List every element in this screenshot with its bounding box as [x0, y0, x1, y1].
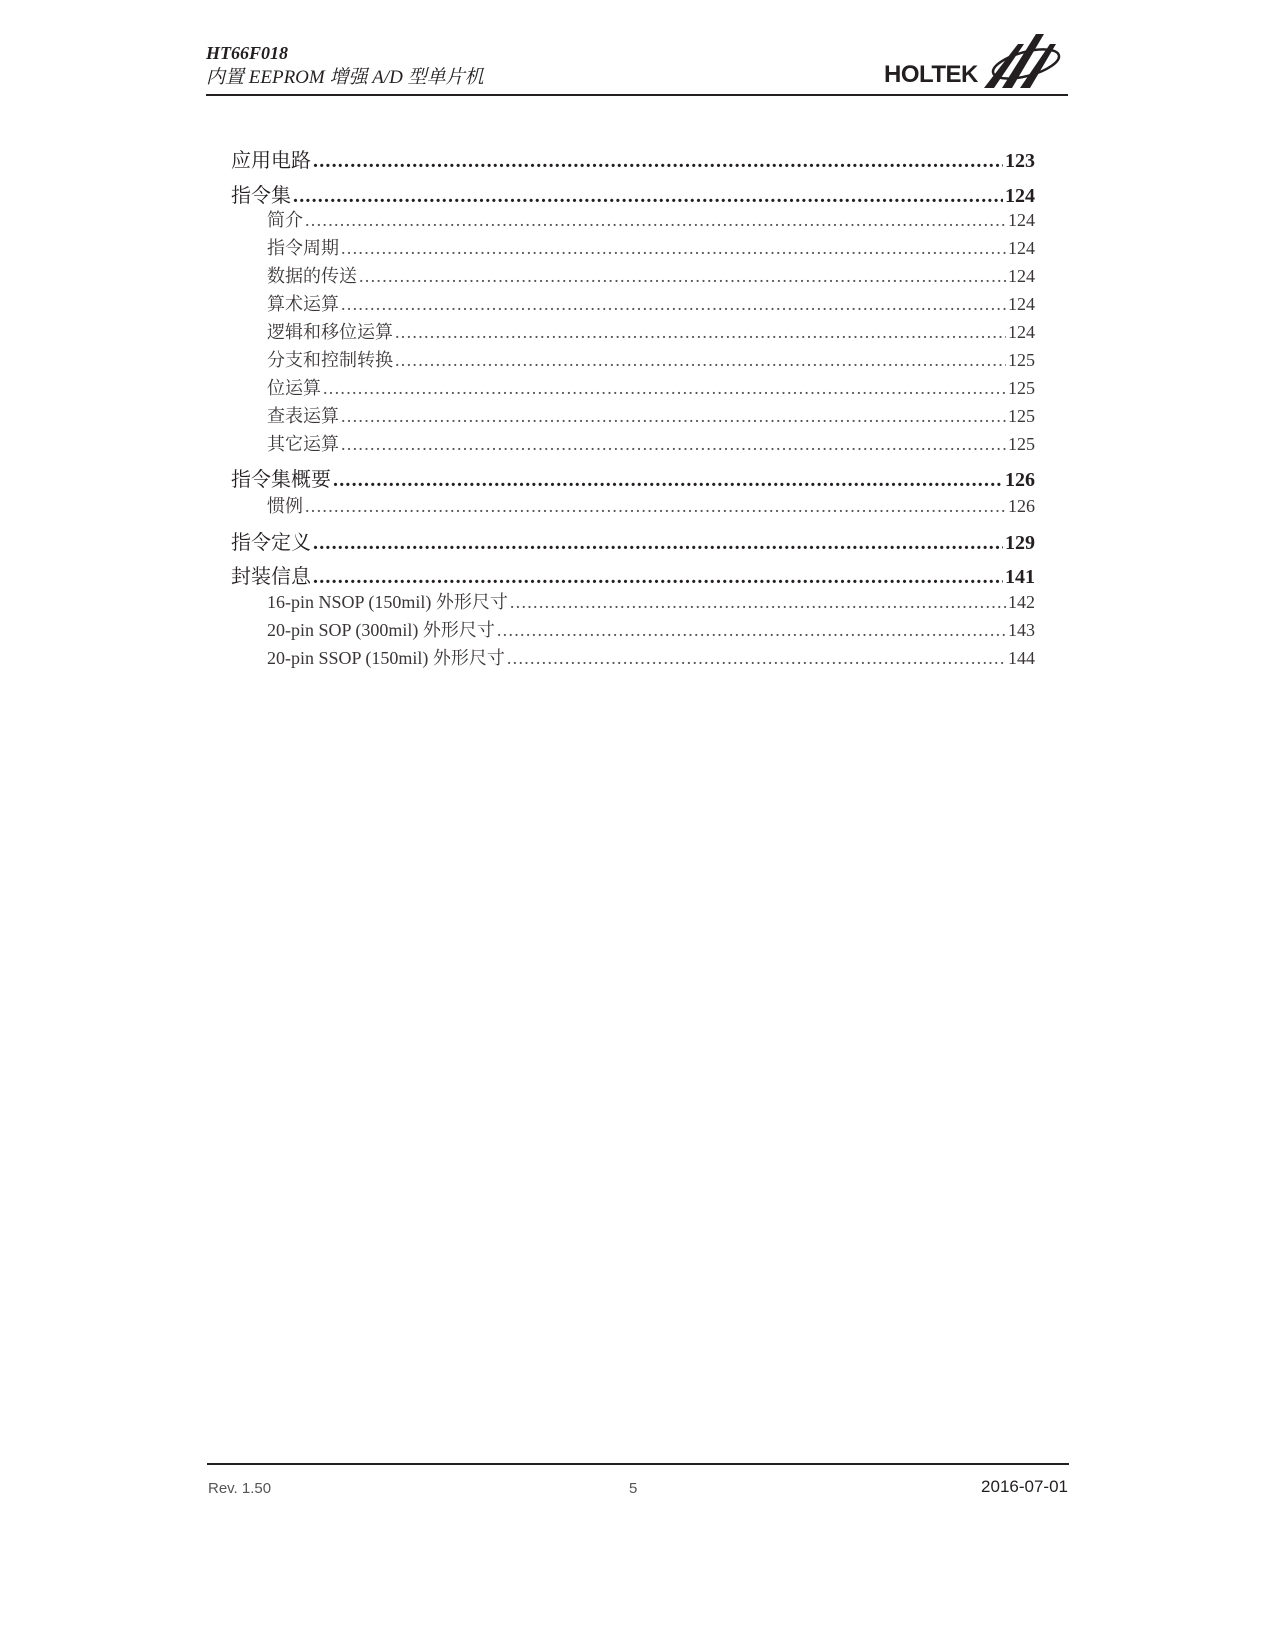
- toc-leader-dots: [341, 406, 1006, 427]
- toc-leader-dots: [341, 238, 1006, 259]
- toc-leader-dots: [395, 322, 1006, 343]
- toc-entry-page: 129: [1005, 532, 1035, 554]
- toc-entry-page: 143: [1008, 620, 1035, 640]
- toc-entry-page: 125: [1008, 350, 1035, 370]
- toc-leader-dots: [323, 378, 1006, 399]
- holtek-logo-icon: [884, 30, 1064, 94]
- toc-leader-dots: [305, 496, 1006, 517]
- toc-entry[interactable]: [267, 430, 1035, 456]
- toc-entry[interactable]: [267, 492, 1035, 518]
- toc-entry-label: 指令周期: [267, 238, 339, 258]
- toc-entry-page: 141: [1005, 566, 1035, 588]
- document-subtitle: 内置 EEPROM 增强 A/D 型单片机: [206, 67, 484, 88]
- toc-entry[interactable]: [267, 346, 1035, 372]
- toc-entry[interactable]: [267, 402, 1035, 428]
- toc-leader-dots: [305, 210, 1006, 231]
- toc-entry-page: 144: [1008, 648, 1035, 668]
- toc-entry-label: 指令集概要: [231, 467, 331, 491]
- toc-entry-label: 分支和控制转换: [267, 350, 393, 370]
- toc-leader-dots: [510, 592, 1006, 613]
- toc-leader-dots: [313, 530, 1003, 555]
- toc-entry[interactable]: [267, 290, 1035, 316]
- toc-entry-page: 123: [1005, 150, 1035, 172]
- toc-entry-page: 142: [1008, 592, 1035, 612]
- toc-entry-page: 124: [1008, 322, 1035, 342]
- toc-entry-page: 125: [1008, 378, 1035, 398]
- toc-entry[interactable]: [231, 526, 1035, 555]
- toc-leader-dots: [293, 183, 1003, 208]
- toc-entry-label: 20-pin SSOP (150mil) 外形尺寸: [267, 648, 505, 668]
- toc-entry-label: 封装信息: [231, 564, 311, 588]
- toc-leader-dots: [341, 294, 1006, 315]
- toc-entry-label: 算术运算: [267, 294, 339, 314]
- toc-entry[interactable]: [231, 144, 1035, 173]
- toc-entry-label: 16-pin NSOP (150mil) 外形尺寸: [267, 592, 508, 612]
- document-model: HT66F018: [206, 43, 289, 63]
- toc-entry-page: 125: [1008, 434, 1035, 454]
- toc-entry-page: 126: [1005, 469, 1035, 491]
- toc-entry[interactable]: [267, 616, 1035, 642]
- toc-entry[interactable]: [267, 588, 1035, 614]
- toc-leader-dots: [507, 648, 1006, 669]
- toc-entry-label: 数据的传送: [267, 266, 357, 286]
- toc-entry-page: 125: [1008, 406, 1035, 426]
- logo-text: HOLTEK: [884, 61, 978, 88]
- toc-entry-label: 其它运算: [267, 434, 339, 454]
- page-header: [206, 42, 1068, 96]
- toc-entry-page: 124: [1008, 210, 1035, 230]
- toc-entry-label: 20-pin SOP (300mil) 外形尺寸: [267, 620, 495, 640]
- toc-leader-dots: [359, 266, 1006, 287]
- toc-entry[interactable]: [231, 179, 1035, 208]
- header-divider: [206, 94, 1068, 96]
- toc-leader-dots: [333, 467, 1003, 492]
- toc-entry[interactable]: [267, 644, 1035, 670]
- toc-entry-label: 简介: [267, 210, 303, 230]
- footer-divider: [207, 1463, 1069, 1465]
- toc-entry[interactable]: [267, 206, 1035, 232]
- toc-leader-dots: [313, 564, 1003, 589]
- toc-leader-dots: [313, 148, 1003, 173]
- toc-entry-label: 查表运算: [267, 406, 339, 426]
- document-date: 2016-07-01: [981, 1477, 1068, 1496]
- toc-entry[interactable]: [231, 463, 1035, 492]
- toc-entry-label: 逻辑和移位运算: [267, 322, 393, 342]
- toc-entry-page: 124: [1008, 238, 1035, 258]
- toc-entry-label: 位运算: [267, 378, 321, 398]
- toc-entry-label: 指令定义: [231, 530, 311, 554]
- toc-entry[interactable]: [267, 374, 1035, 400]
- toc-entry-page: 126: [1008, 496, 1035, 516]
- toc-entry-page: 124: [1005, 185, 1035, 207]
- toc-entry-page: 124: [1008, 266, 1035, 286]
- page-number: 5: [629, 1480, 638, 1497]
- toc-entry[interactable]: [267, 318, 1035, 344]
- toc-entry[interactable]: [231, 560, 1035, 589]
- toc-leader-dots: [497, 620, 1006, 641]
- toc-leader-dots: [395, 350, 1006, 371]
- toc-entry-label: 指令集: [231, 183, 291, 207]
- toc-entry-page: 124: [1008, 294, 1035, 314]
- toc-entry-label: 应用电路: [231, 148, 311, 172]
- toc-entry[interactable]: [267, 234, 1035, 260]
- toc-entry[interactable]: [267, 262, 1035, 288]
- toc-leader-dots: [341, 434, 1006, 455]
- revision-label: Rev. 1.50: [208, 1480, 272, 1497]
- toc-entry-label: 惯例: [267, 496, 303, 516]
